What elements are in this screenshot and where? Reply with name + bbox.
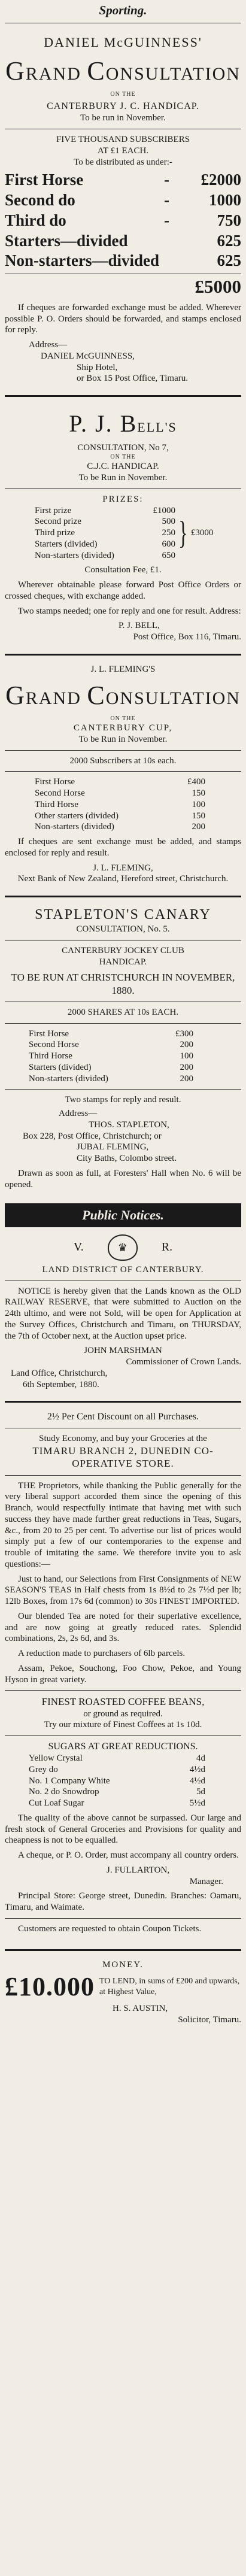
on-the: ON THE xyxy=(110,90,136,98)
divider xyxy=(5,1735,241,1736)
mcguinness-name: DANIEL McGUINNESS' xyxy=(44,35,202,50)
run-date: To be run in November. xyxy=(80,113,166,123)
prize-row: Second prize 500 xyxy=(35,517,175,527)
prize-row: Starters (divided) 200 xyxy=(29,1062,193,1072)
solicitor-name: H. S. AUSTIN, xyxy=(113,2004,168,2014)
crown-lands-notice xyxy=(5,1232,241,1395)
prize-row: Second Horse 150 xyxy=(35,788,205,798)
prize-row: Non-starters—divided 625 xyxy=(5,251,241,270)
address-label: Address— xyxy=(59,1109,98,1118)
notice-body: NOTICE is hereby given that the Lands known as the OLD RAILWAY RESERVE, that were submitted to Auction on the 24th ultimo, and were not Sold, will be open for Application at the Survey Offices, Christchurch and Timaru, on THURSDAY, the 7th of October next, at the Auction upset price. xyxy=(5,1286,241,1341)
divider xyxy=(5,654,241,656)
store-paragraph: A cheque, or P. O. Order, must accompany all country orders. xyxy=(18,1850,239,1860)
race-name: C.J.C. HANDICAP. xyxy=(87,462,159,472)
sugar-row: Grey do 4½d xyxy=(29,1764,205,1774)
money-text: TO LEND, in sums of £200 and upwards, at Highest Value, xyxy=(99,1977,240,1997)
prize-list xyxy=(5,170,241,271)
address-line: Ship Hotel, xyxy=(77,362,118,372)
prize-total: £5000 xyxy=(5,274,241,299)
address-line: Box 228, Post Office, Christchurch; or xyxy=(23,1131,162,1141)
sugar-row: No. 1 Company White 4½d xyxy=(29,1776,205,1786)
address-line: JUBAL FLEMING, xyxy=(77,1142,149,1152)
address-name: P. J. BELL, xyxy=(119,621,160,631)
signature-address: Next Bank of New Zealand, Hereford street, Christchurch. xyxy=(17,874,229,884)
prizes-head: PRIZES: xyxy=(102,494,144,504)
store-paragraph: The quality of the above cannot be surpassed. Our large and fresh stock of General Groceries and Provisions for quality and cheapness is not to be equalled. xyxy=(5,1813,241,1846)
prize-row: Non-starters (divided) 200 xyxy=(35,822,205,832)
manager-name: J. FULLARTON, xyxy=(107,1865,170,1875)
divider xyxy=(5,1949,241,1951)
address-label: Address— xyxy=(29,340,68,350)
note: Wherever obtainable please forward Post Office Orders or crossed cheques, with exchange added. xyxy=(5,580,241,601)
coffee-sub: or ground as required. xyxy=(83,1709,163,1719)
divider xyxy=(5,1023,241,1024)
store-name: TIMARU BRANCH 2, DUNEDIN CO-OPERATIVE STORE. xyxy=(32,1445,214,1470)
divider xyxy=(5,750,241,751)
prize-list xyxy=(5,776,241,833)
note: If cheques are sent exchange must be added, and stamps enclosed for reply and result. xyxy=(5,837,241,858)
fleming-header: J. L. FLEMING'S xyxy=(90,664,156,674)
each: AT £1 EACH. xyxy=(97,145,149,156)
prize-row: First Horse £300 xyxy=(29,1028,193,1039)
stapleton-advert xyxy=(5,903,241,1199)
brace: } xyxy=(178,515,188,551)
divider xyxy=(5,771,241,772)
store-paragraph: THE Proprietors, while thanking the Public generally for the very liberal support accorded them since the opening of this Branch, would respectfully intimate that having met with such success they have made further great reductions in Teas, Sugars, &c., from 20 to 25 per cent. To advertise our list of prices would simply put a few of our contemporaries to the expense and trouble of imitating the same. We therefore invite you to ask questions:— xyxy=(5,1480,241,1569)
address-line: THOS. STAPLETON, xyxy=(89,1119,169,1130)
fleming-title: GRAND CONSULTATION xyxy=(5,680,241,710)
race-name: CANTERBURY CUP, xyxy=(73,723,173,733)
stamps-note: Two stamps for reply and result. xyxy=(65,1095,181,1105)
prize-list xyxy=(5,1028,241,1085)
prize-row: First Horse - £2000 xyxy=(5,171,241,189)
notice-date: 6th September, 1880. xyxy=(23,1379,99,1389)
store-paragraph: A reduction made to purchasers of 6lb parcels. xyxy=(18,1649,186,1658)
sugar-row: No. 2 do Snowdrop 5d xyxy=(29,1787,205,1797)
prize-row: Non-starters (divided) 200 xyxy=(29,1073,193,1084)
stapleton-title: STAPLETON'S CANARY xyxy=(35,907,211,923)
newspaper-column xyxy=(0,2,246,2031)
bell-title: P. J. BELL'S xyxy=(69,410,177,437)
money-title: MONEY. xyxy=(102,1959,144,1970)
prize-row: Non-starters (divided) 650 xyxy=(35,550,175,560)
address-name: DANIEL McGUINNESS, xyxy=(41,351,135,361)
divider xyxy=(5,1089,241,1090)
money-row xyxy=(5,1970,241,2003)
study-line: Study Economy, and buy your Groceries at the xyxy=(39,1434,207,1444)
prize-row: Third Horse 100 xyxy=(29,1051,193,1061)
prize-row: Third do - 750 xyxy=(5,211,241,229)
subscribers: 2000 Subscribers at 10s each. xyxy=(69,755,177,766)
address-line: or Box 15 Post Office, Timaru. xyxy=(77,374,188,384)
mcguinness-title: GRAND CONSULTATION xyxy=(5,56,241,86)
on-the: ON THE xyxy=(110,453,136,460)
prize-row: First Horse £400 xyxy=(35,777,205,787)
discount: 2½ Per Cent Discount on all Purchases. xyxy=(47,1412,199,1422)
prize-row: Other starters (divided) 150 xyxy=(35,811,205,821)
run-date: To be Run in November. xyxy=(78,473,168,483)
royal-cypher: V. ♛ R. xyxy=(5,1234,241,1261)
coffee-mixture: Try our mixture of Finest Coffees at 1s 10d. xyxy=(44,1720,202,1730)
divider xyxy=(5,1918,241,1919)
sugar-row: Yellow Crystal 4d xyxy=(29,1753,205,1763)
sugars-head: SUGARS AT GREAT REDUCTIONS. xyxy=(48,1741,198,1752)
prize-row: Third prize 250 xyxy=(35,528,175,538)
prize-table xyxy=(5,505,241,562)
divider xyxy=(5,395,241,397)
consult-no: CONSULTATION, No. 5. xyxy=(76,924,170,934)
drawn-note: Drawn as soon as full, at Foresters' Hall when No. 6 will be opened. xyxy=(5,1168,241,1190)
store-paragraph: Assam, Pekoe, Souchong, Foo Chow, Pekoe, and Young Hyson in great variety. xyxy=(5,1663,241,1685)
coupon-note: Customers are requested to obtain Coupon Tickets. xyxy=(18,1923,202,1934)
divider xyxy=(5,1475,241,1476)
money-advert xyxy=(5,1957,241,2031)
subscribers: FIVE THOUSAND SUBSCRIBERS xyxy=(56,135,190,144)
prize-row: Second Horse 200 xyxy=(29,1040,193,1050)
address-line: Post Office, Box 116, Timaru. xyxy=(133,632,241,642)
solicitor-role: Solicitor, Timaru. xyxy=(178,2015,241,2025)
address-line: City Baths, Colombo street. xyxy=(77,1154,177,1163)
public-notices-banner: Public Notices. xyxy=(5,1203,241,1227)
manager-role: Manager. xyxy=(189,1876,223,1886)
principal-store: Principal Store: George street, Dunedin. Branches: Oamaru, Timaru, and Waimate. xyxy=(5,1891,241,1912)
on-the: ON THE xyxy=(110,715,136,722)
run-date: To be Run in November. xyxy=(78,734,168,744)
signature-name: J. L. FLEMING, xyxy=(93,863,153,873)
store-paragraph: Just to hand, our Selections from First Consignments of NEW SEASON'S TEAS in Half chests from 1s 8½d to 2s 7½d per lb; 12lb Boxes, from 17s 6d (common) to 30s FINEST IMPORTED. xyxy=(5,1574,241,1606)
distributed: To be distributed as under:- xyxy=(74,157,172,167)
prize-row: Second do - 1000 xyxy=(5,191,241,209)
office: Land Office, Christchurch, xyxy=(11,1368,108,1378)
race-name: CANTERBURY JOCKEY CLUB xyxy=(62,945,184,955)
prize-total: £3000 xyxy=(190,528,214,538)
consultation-title: CONSULTATION, No 7, xyxy=(77,443,169,453)
commissioner-name: JOHN MARSHMAN xyxy=(84,1346,162,1356)
store-paragraph: Our blended Tea are noted for their superlative excellence, and are now going at greatly reduced rates. Splendid combinations, 2s, 2s 6d, and 3s. xyxy=(5,1611,241,1644)
divider xyxy=(5,1690,241,1691)
sugar-list xyxy=(5,1753,241,1809)
prize-row: Starters (divided) 600 xyxy=(35,539,175,549)
commissioner-role: Commissioner of Crown Lands. xyxy=(126,1357,241,1367)
divider xyxy=(5,896,241,897)
prize-row: Starters—divided 625 xyxy=(5,231,241,250)
fee: Consultation Fee, £1. xyxy=(84,565,162,575)
crown-crest-icon: ♛ xyxy=(108,1234,138,1261)
prize-list xyxy=(35,505,175,562)
prize-row: Third Horse 100 xyxy=(35,799,205,809)
shares: 2000 SHARES AT 10s EACH. xyxy=(67,1007,179,1017)
section-title: Sporting. xyxy=(99,3,147,17)
note: If cheques are forwarded exchange must be added. Wherever possible P. O. Orders should be forwarded, and stamps enclosed for reply. xyxy=(5,302,241,335)
divider xyxy=(5,1401,241,1403)
stamps-note: Two stamps needed; one for reply and one for result. Address: xyxy=(18,606,241,616)
bell-advert xyxy=(5,403,241,648)
prize-row: First prize £1000 xyxy=(35,505,175,515)
race-handicap: HANDICAP. xyxy=(99,957,147,967)
fleming-advert xyxy=(5,662,241,890)
sugar-row: Cut Loaf Sugar 5½d xyxy=(29,1798,205,1808)
run-date: TO BE RUN AT CHRISTCHURCH IN NOVEMBER, 1880. xyxy=(11,972,235,996)
money-amount: £10.000 xyxy=(5,1972,95,2002)
mcguinness-advert xyxy=(5,28,241,389)
race-name: CANTERBURY J. C. HANDICAP. xyxy=(47,101,199,112)
notice-title: LAND DISTRICT OF CANTERBURY. xyxy=(42,1264,204,1275)
coffee-head: FINEST ROASTED COFFEE BEANS, xyxy=(41,1696,205,1708)
cooperative-store-advert xyxy=(5,1409,241,1943)
